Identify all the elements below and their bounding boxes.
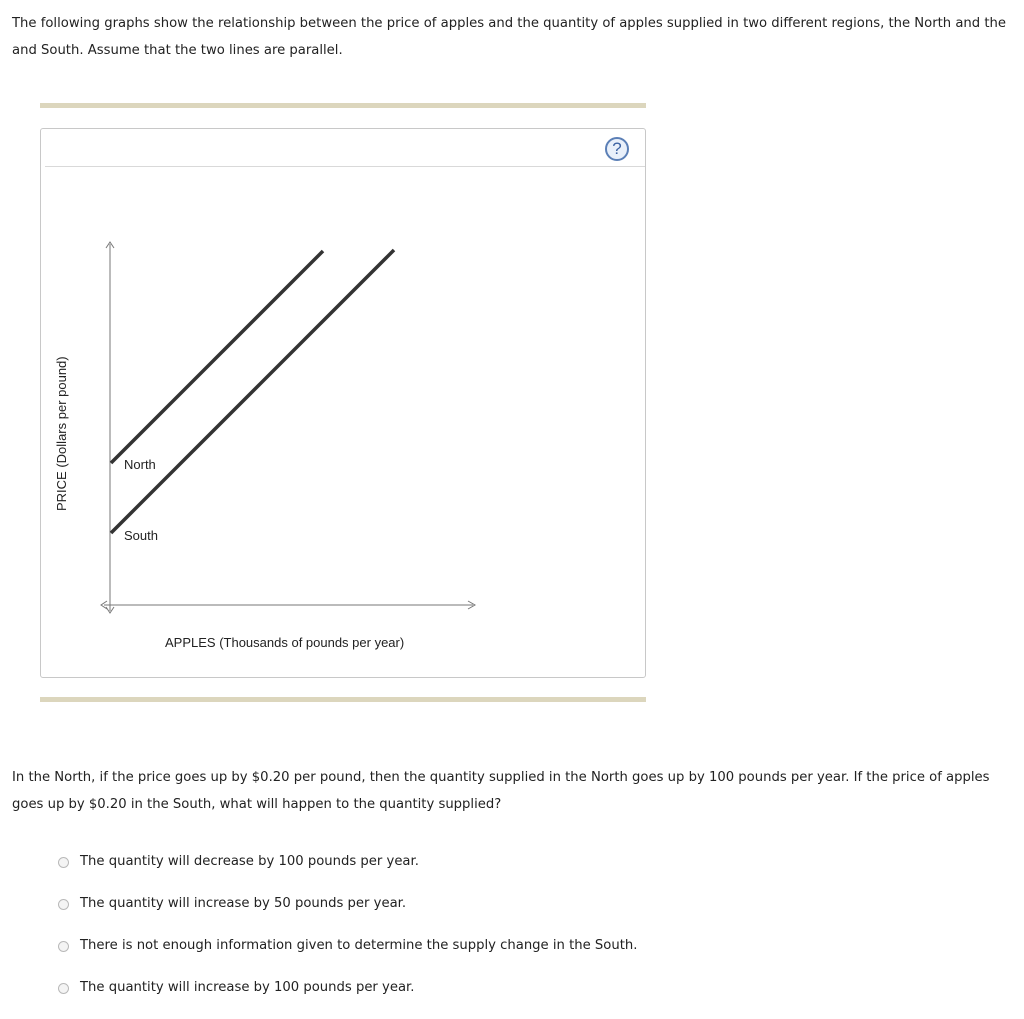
question-text — [12, 764, 1022, 818]
radio-button[interactable] — [58, 857, 69, 868]
answer-label: The quantity will decrease by 100 pounds per year. — [80, 853, 419, 869]
south-supply-line — [111, 250, 394, 533]
top-divider — [40, 103, 646, 108]
x-axis-title: APPLES (Thousands of pounds per year) — [165, 635, 405, 650]
radio-button[interactable] — [58, 983, 69, 994]
supply-graph — [41, 129, 645, 677]
answer-option[interactable] — [58, 840, 637, 882]
question-line-1: In the North, if the price goes up by $0.20 per pound, then the quantity supplied in the North goes up by 100 pounds per year. If the price of apples — [12, 770, 990, 785]
question-line-2: goes up by $0.20 in the South, what will happen to the quantity supplied? — [12, 797, 502, 812]
answer-option[interactable] — [58, 924, 637, 966]
answer-option[interactable] — [58, 966, 637, 1008]
intro-line-2: and South. Assume that the two lines are parallel. — [12, 43, 343, 58]
answer-option[interactable] — [58, 882, 637, 924]
answer-label: The quantity will increase by 100 pounds per year. — [80, 979, 415, 995]
north-label: North — [124, 457, 156, 472]
help-button[interactable]: ? — [605, 137, 629, 161]
south-label: South — [124, 528, 158, 543]
intro-text — [12, 10, 1022, 64]
radio-button[interactable] — [58, 941, 69, 952]
answer-label: There is not enough information given to determine the supply change in the South. — [80, 937, 638, 953]
graph-panel — [40, 128, 646, 678]
bottom-divider — [40, 697, 646, 702]
y-axis-title: PRICE (Dollars per pound) — [54, 356, 69, 511]
intro-line-1: The following graphs show the relationship between the price of apples and the quantity of apples supplied in two different regions, the North and the — [12, 16, 1007, 31]
north-supply-line — [111, 251, 323, 463]
answer-label: The quantity will increase by 50 pounds per year. — [80, 895, 407, 911]
radio-button[interactable] — [58, 899, 69, 910]
answer-options — [58, 840, 637, 1008]
